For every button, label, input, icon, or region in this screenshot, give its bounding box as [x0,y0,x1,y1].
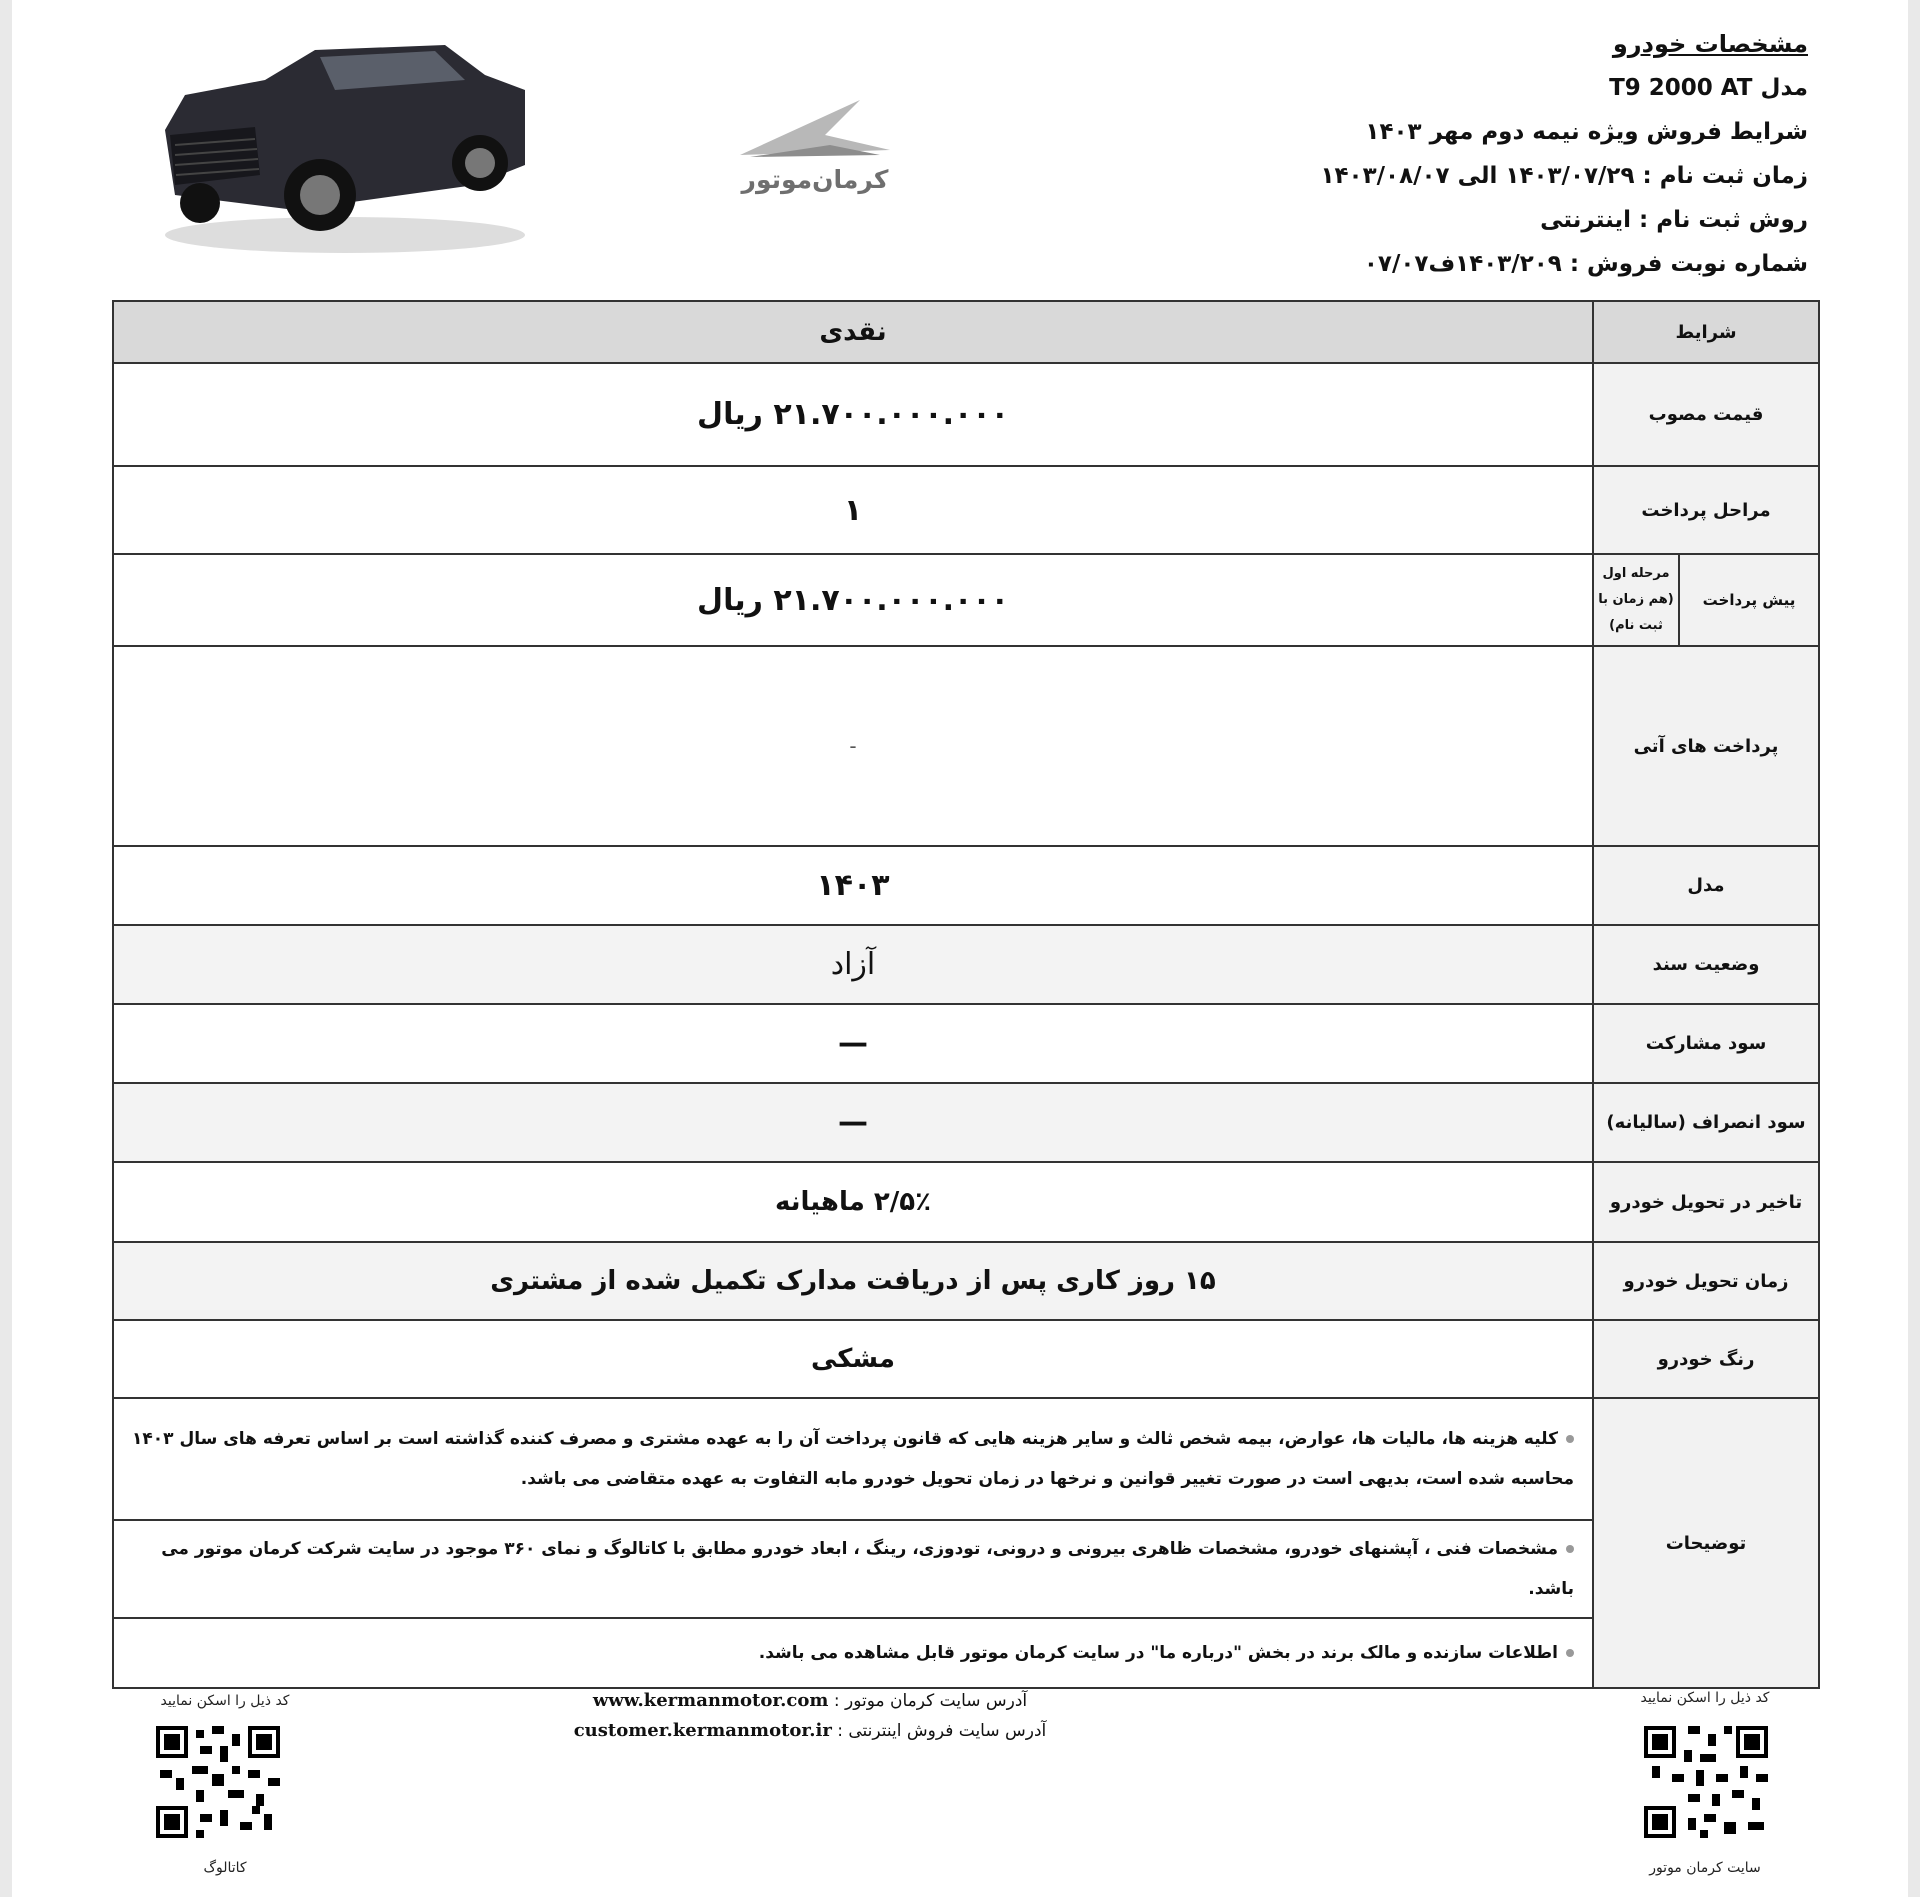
bullet-icon [1566,1649,1574,1657]
first-stage-value: ۲۱.۷۰۰.۰۰۰.۰۰۰ ریال [113,554,1593,646]
payment-stages-value: ۱ [113,466,1593,554]
document-status-label: وضعیت سند [1593,925,1819,1004]
header-block [1248,22,1808,286]
prepayment-label: پیش پرداخت [1679,554,1819,646]
table-row [113,1004,1819,1083]
table-row [113,1242,1819,1320]
table-row [113,846,1819,925]
table-row [113,1162,1819,1242]
catalog-caption: کاتالوگ [203,1860,247,1876]
sales-conditions-table [112,300,1820,1689]
table-row [113,554,1819,646]
website-qr-code[interactable] [1640,1722,1772,1842]
future-payments-value: - [113,646,1593,846]
registration-method: روش ثبت نام : اینترنتی [1540,207,1808,233]
site-url-link[interactable]: www.kermanmotor.com [592,1690,829,1711]
page-title: مشخصات خودرو [1612,30,1808,58]
catalog-qr-code[interactable] [152,1722,284,1842]
page-frame-left [0,0,12,1897]
table-row [113,363,1819,466]
notes-row [113,1398,1819,1520]
model-year-label: مدل [1593,846,1819,925]
cancellation-profit-label: سود انصراف (سالیانه) [1593,1083,1819,1162]
color-value: مشکی [113,1320,1593,1398]
table-row [113,646,1819,846]
first-stage-note: (هم زمان با ثبت نام) [1598,592,1674,633]
delivery-time-label: زمان تحویل خودرو [1593,1242,1819,1320]
page-frame-right [1908,0,1920,1897]
table-row [113,925,1819,1004]
document-status-value: آزاد [113,925,1593,1004]
header-value: نقدی [113,301,1593,363]
logo-text: کرمان‌موتور [741,165,889,194]
approved-price-value: ۲۱.۷۰۰.۰۰۰.۰۰۰ ریال [113,363,1593,466]
notes-row [113,1520,1819,1618]
sales-address [520,1720,1100,1741]
sales-url-link[interactable]: customer.kermanmotor.ir [573,1720,832,1741]
note-text: مشخصات فنی ، آپشنهای خودرو، مشخصات ظاهری بیرونی و درونی، تودوزی، رینگ ، ابعاد خودرو مطابق با کاتالوگ و نمای ۳۶۰ موجود در سایت شرکت کرمان موتور می باشد. [161,1539,1574,1599]
header-label: شرایط [1593,301,1819,363]
first-stage-label: مرحله اول [1602,566,1670,581]
note-item [113,1618,1593,1688]
approved-price-label: قیمت مصوب [1593,363,1819,466]
note-item [113,1520,1593,1618]
site-address-label: آدرس سایت کرمان موتور : [833,1691,1028,1711]
partnership-profit-label: سود مشارکت [1593,1004,1819,1083]
cancellation-profit-value: — [113,1083,1593,1162]
table-row [113,466,1819,554]
scan-hint-left: کد ذیل را اسکن نمایید [160,1693,290,1709]
delivery-delay-label: تاخیر در تحویل خودرو [1593,1162,1819,1242]
site-address [520,1690,1100,1711]
payment-stages-label: مراحل پرداخت [1593,466,1819,554]
model-year-value: ۱۴۰۳ [113,846,1593,925]
future-payments-label: پرداخت های آتی [1593,646,1819,846]
registration-time: زمان ثبت نام : ۱۴۰۳/۰۷/۲۹ الی ۱۴۰۳/۰۸/۰۷ [1320,163,1808,189]
model-line [1248,66,1808,110]
first-stage-cell [1593,554,1679,646]
scan-hint-right: کد ذیل را اسکن نمایید [1640,1690,1770,1706]
note-item [113,1398,1593,1520]
sales-address-label: آدرس سایت فروش اینترنتی : [837,1721,1047,1741]
table-row [113,1320,1819,1398]
bullet-icon [1566,1545,1574,1553]
table-row [113,1083,1819,1162]
model-value: T9 2000 AT [1609,75,1753,101]
table-header-row [113,301,1819,363]
car-image [145,35,535,260]
website-caption: سایت کرمان موتور [1649,1860,1761,1876]
sale-round-number: شماره نوبت فروش : ۱۴۰۳/۲۰۹ف۰۷/۰۷ [1363,251,1808,277]
notes-label: توضیحات [1593,1398,1819,1688]
color-label: رنگ خودرو [1593,1320,1819,1398]
model-label: مدل [1760,75,1808,101]
sale-terms: شرایط فروش ویژه نیمه دوم مهر ۱۴۰۳ [1365,119,1808,145]
note-text: اطلاعات سازنده و مالک برند در بخش "درباره ما" در سایت کرمان موتور قابل مشاهده می باشد. [758,1643,1558,1663]
note-text: کلیه هزینه ها، مالیات ها، عوارض، بیمه شخص ثالث و سایر هزینه هایی که قانون پرداخت آن را به عهده مشتری و مصرف کننده گذاشته است بر اساس تعرفه های سال ۱۴۰۳ محاسبه شده است، بدیهی است در صورت تغییر قوانین و نرخها در زمان تحویل خودرو مابه التفاوت به عهده متقاضی می باشد. [132,1429,1574,1489]
delivery-time-value: ۱۵ روز کاری پس از دریافت مدارک تکمیل شده از مشتری [113,1242,1593,1320]
delivery-delay-value: ۲/۵٪ ماهیانه [113,1162,1593,1242]
notes-row [113,1618,1819,1688]
partnership-profit-value: — [113,1004,1593,1083]
bullet-icon [1566,1435,1574,1443]
